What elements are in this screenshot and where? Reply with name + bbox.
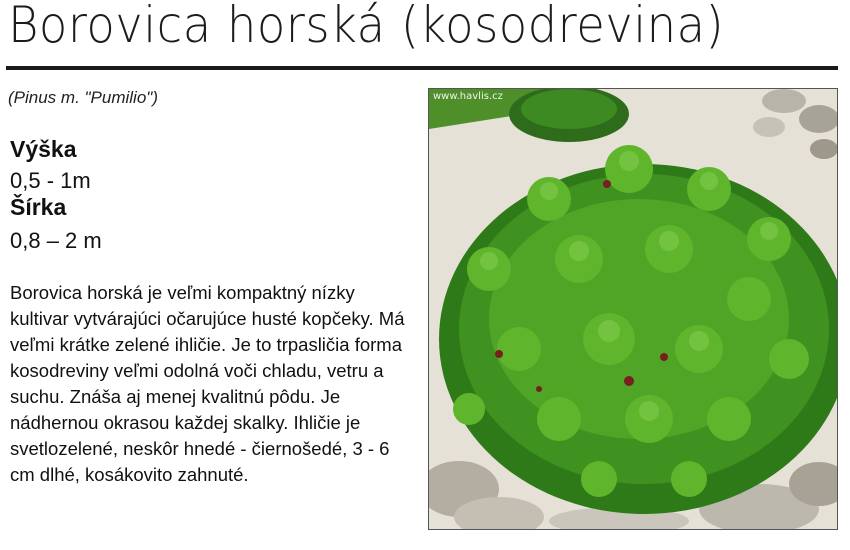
plant-description: Borovica horská je veľmi kompaktný nízky kultivar vytvárajúci očarujúce husté kopčeky. Má veľmi krátke zelené ihličie. Je to trpasličia forma kosodreviny veľmi odolná voči chladu, vetru a suchu. Znáša aj menej kvalitnú pôdu. Je nádhernou okrasou každej skalky. Ihličie je svetlozelené, neskôr hnedé - čiernošedé, 3 - 6 cm dlhé, kosákovito zahnuté. — [10, 282, 405, 485]
title-divider — [6, 66, 838, 70]
height-value: 0,5 - 1m — [10, 168, 91, 193]
page-title: Borovica horská (kosodrevina) — [8, 0, 725, 54]
pine-shrub-photo — [429, 89, 837, 529]
height-label: Výška — [10, 136, 77, 162]
width-label: Šírka — [10, 194, 67, 220]
latin-name: (Pinus m. "Pumilio") — [8, 88, 158, 107]
plant-photo — [428, 88, 838, 530]
photo-watermark: www.havlis.cz — [433, 91, 503, 102]
width-value: 0,8 – 2 m — [10, 228, 102, 253]
